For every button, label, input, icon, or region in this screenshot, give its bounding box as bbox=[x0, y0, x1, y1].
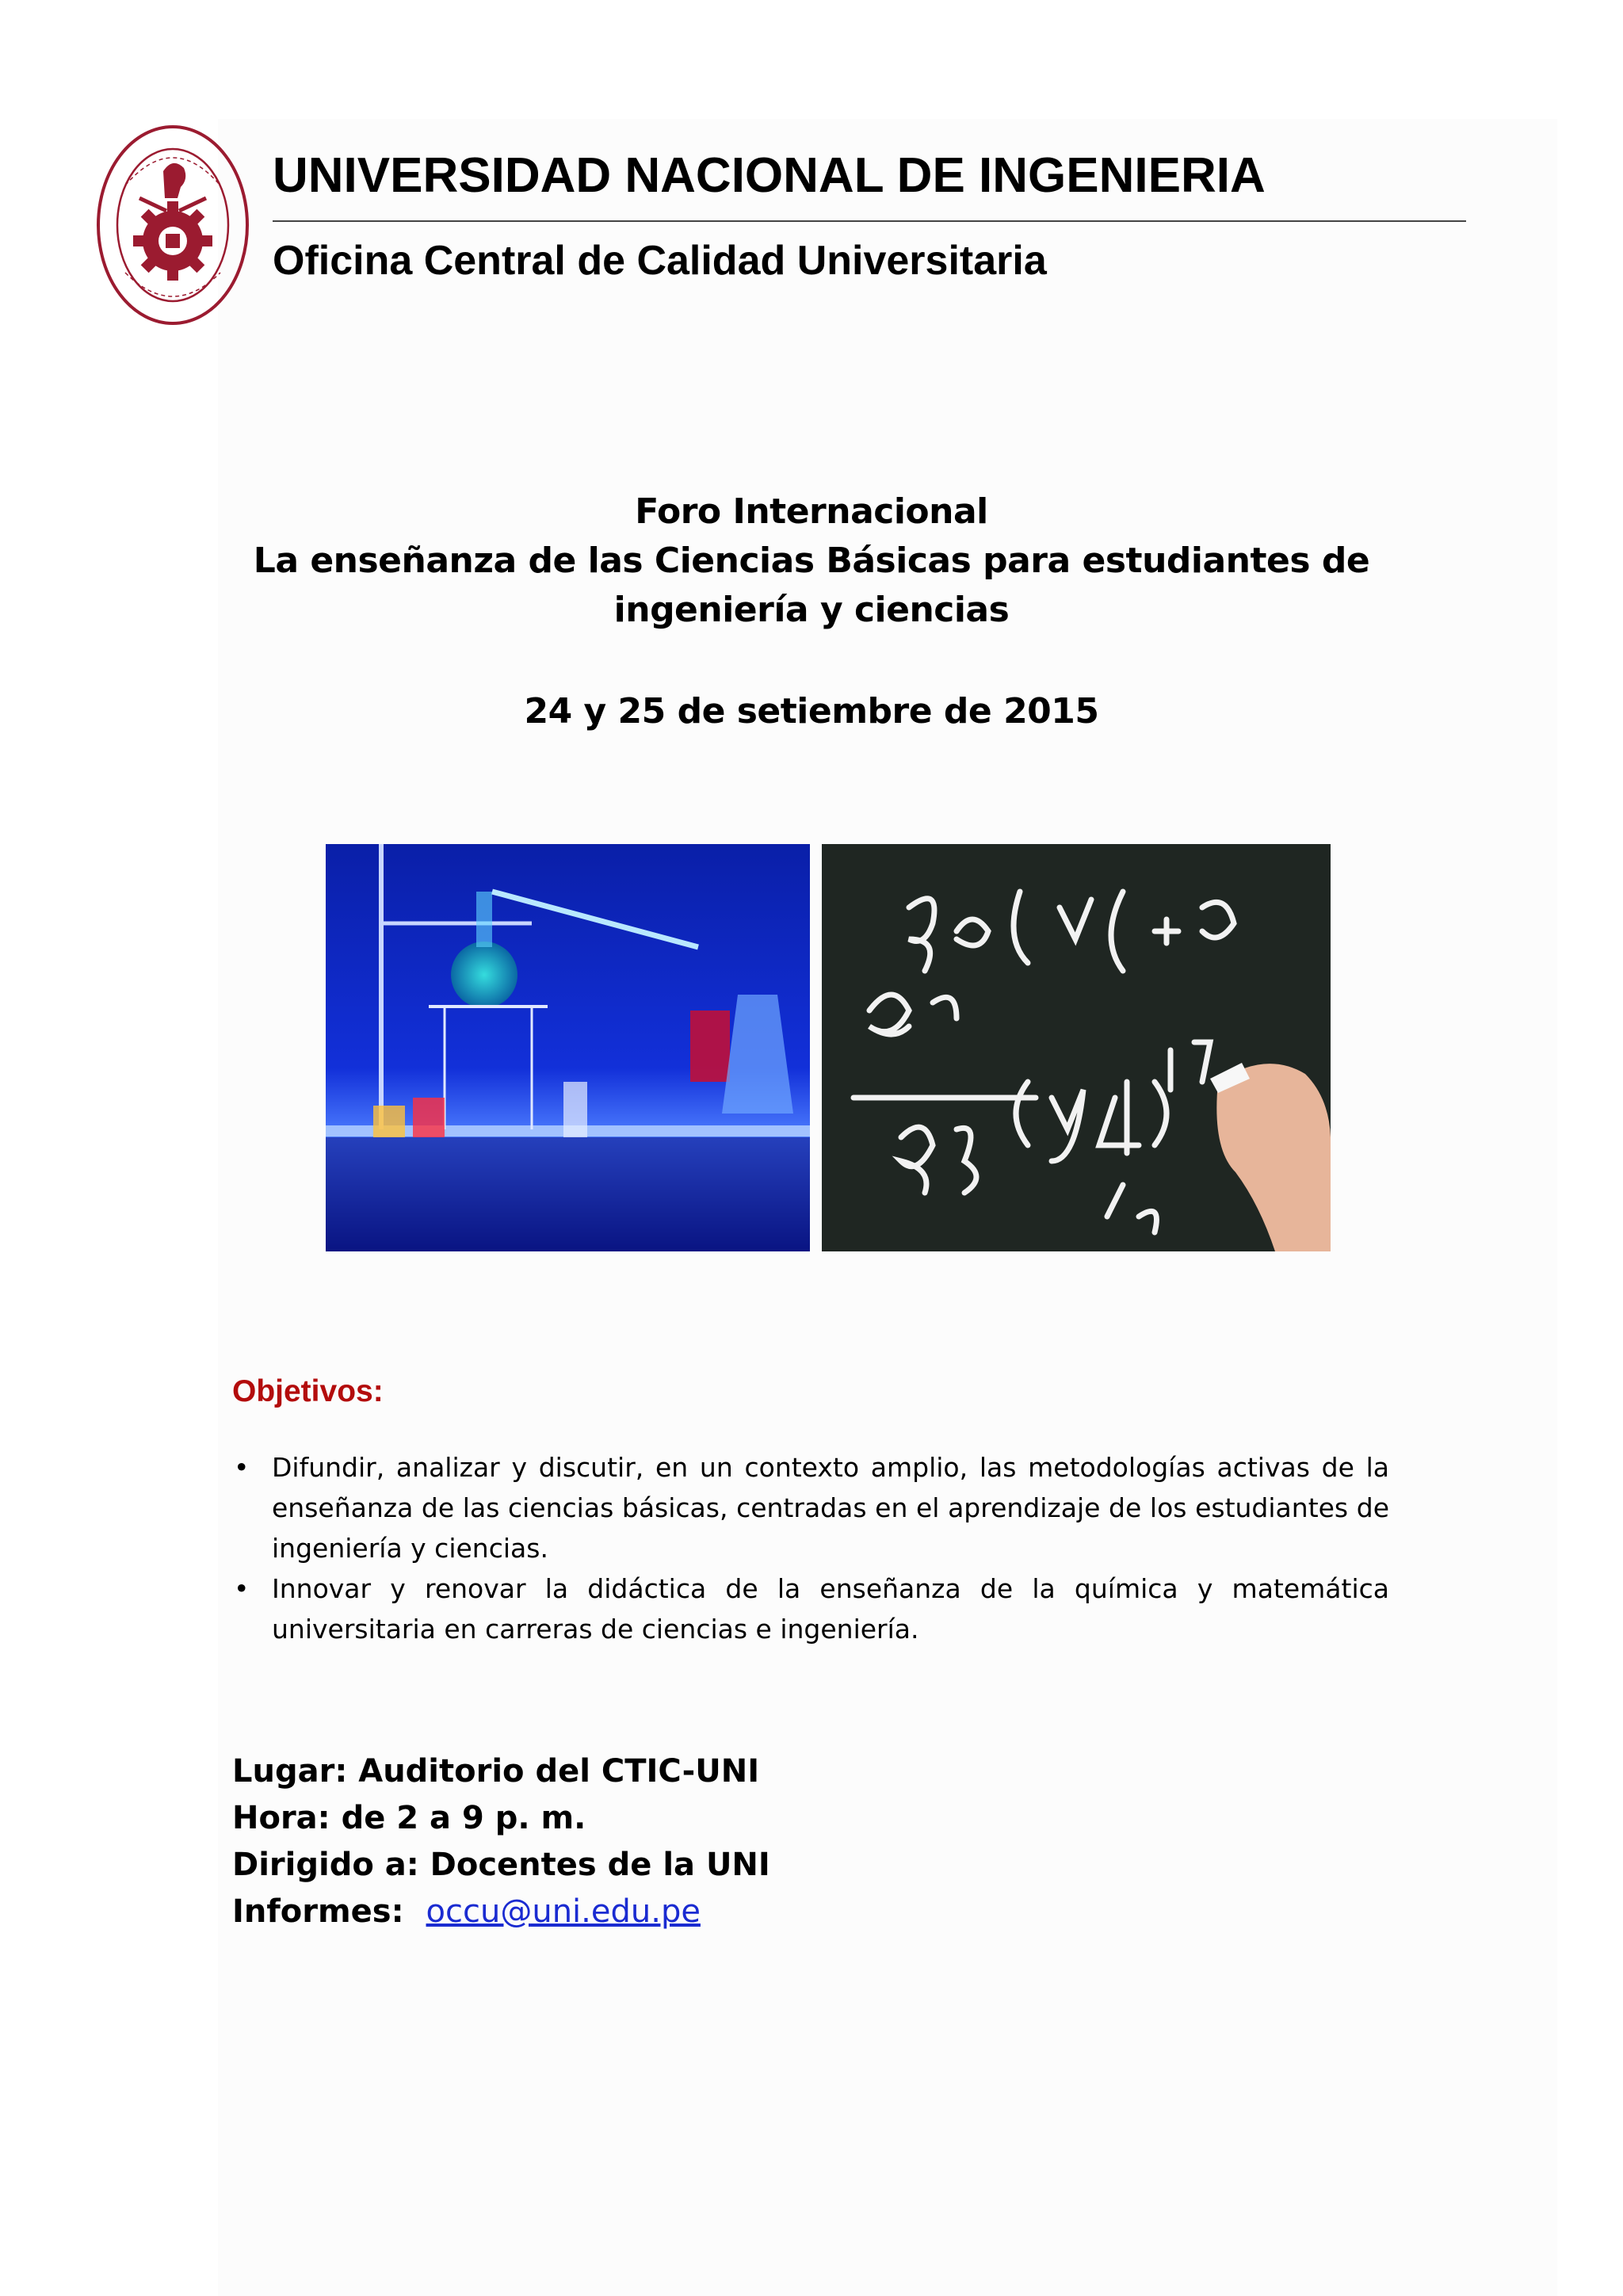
event-date: 24 y 25 de setiembre de 2015 bbox=[524, 691, 1099, 732]
contact-row bbox=[232, 1889, 770, 1935]
event-type: Foro Internacional bbox=[635, 491, 988, 532]
objective-text: Innovar y renovar la didáctica de la enseñanza de la química y matemática universitaria en carreras de ciencias e ingeniería. bbox=[272, 1573, 1389, 1645]
math-blackboard-photo bbox=[822, 844, 1331, 1251]
university-seal-icon bbox=[94, 122, 252, 328]
venue: Lugar: Auditorio del CTIC-UNI bbox=[232, 1753, 760, 1790]
event-title-block bbox=[158, 487, 1465, 635]
event-details bbox=[232, 1748, 770, 1935]
header-divider bbox=[273, 220, 1466, 222]
schedule: Hora: de 2 a 9 p. m. bbox=[232, 1800, 586, 1836]
bullet-icon: • bbox=[234, 1573, 250, 1604]
chemistry-lab-photo bbox=[326, 844, 810, 1251]
contact-email-link[interactable]: occu@uni.edu.pe bbox=[426, 1893, 701, 1930]
bullet-icon: • bbox=[234, 1452, 250, 1483]
university-name: UNIVERSIDAD NACIONAL DE INGENIERIA bbox=[273, 148, 1266, 203]
event-title-line-2: ingeniería y ciencias bbox=[613, 590, 1010, 630]
list-item bbox=[232, 1568, 1389, 1649]
event-title-line-1: La enseñanza de las Ciencias Básicas para estudiantes de bbox=[253, 541, 1370, 581]
audience: Dirigido a: Docentes de la UNI bbox=[232, 1847, 770, 1883]
list-item bbox=[232, 1447, 1389, 1568]
contact-label: Informes: bbox=[232, 1893, 404, 1930]
objectives-list bbox=[232, 1447, 1389, 1649]
office-name: Oficina Central de Calidad Universitaria bbox=[273, 238, 1047, 284]
objectives-heading: Objetivos: bbox=[232, 1374, 384, 1408]
objective-text: Difundir, analizar y discutir, en un contexto amplio, las metodologías activas de la enseñanza de las ciencias básicas, centradas en el aprendizaje de los estudiantes de ingeniería y ciencias. bbox=[272, 1452, 1389, 1564]
